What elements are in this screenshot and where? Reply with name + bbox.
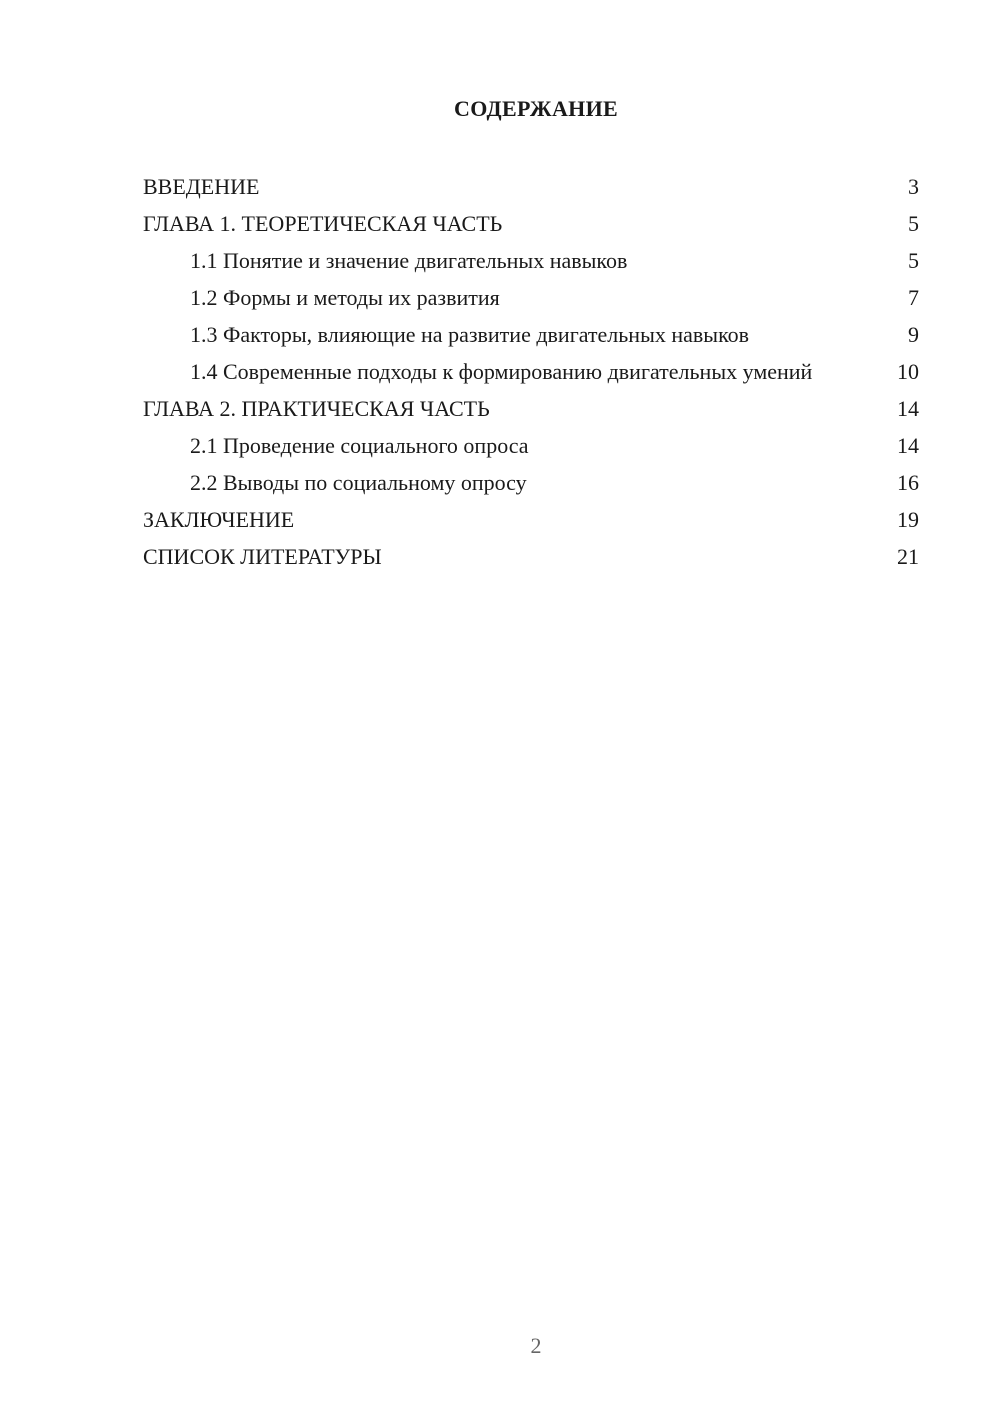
- toc-title: СОДЕРЖАНИЕ: [454, 96, 618, 121]
- toc-entry-page: 9: [908, 322, 919, 347]
- toc-entry-text: СПИСОК ЛИТЕРАТУРЫ: [143, 544, 382, 569]
- toc-entry-page: 5: [908, 248, 919, 273]
- toc-entry-text: ВВЕДЕНИЕ: [143, 174, 260, 199]
- toc-entry-page: 16: [897, 470, 919, 495]
- toc-entry-page: 10: [897, 359, 919, 384]
- toc-entry-text: ЗАКЛЮЧЕНИЕ: [143, 507, 295, 532]
- toc-entry-text: 1.2 Формы и методы их развития: [190, 285, 500, 310]
- toc-entry-text: 2.1 Проведение социального опроса: [190, 433, 529, 458]
- toc-entry-section-1-3[interactable]: [143, 316, 919, 353]
- toc-entry-conclusion[interactable]: [143, 501, 919, 538]
- toc-entry-text: 1.4 Современные подходы к формированию двигательных умений: [190, 359, 813, 384]
- toc-entry-text: 2.2 Выводы по социальному опросу: [190, 470, 527, 495]
- toc-entry-text: ГЛАВА 2. ПРАКТИЧЕСКАЯ ЧАСТЬ: [143, 396, 490, 421]
- toc-entry-page: 7: [908, 285, 919, 310]
- toc-entry-page: 3: [908, 174, 919, 199]
- toc-entry-chapter-2[interactable]: [143, 390, 919, 427]
- toc-entry-page: 14: [897, 433, 919, 458]
- toc-entry-section-2-2[interactable]: [143, 464, 919, 501]
- toc-entry-bibliography[interactable]: [143, 538, 919, 575]
- toc-entry-text: ГЛАВА 1. ТЕОРЕТИЧЕСКАЯ ЧАСТЬ: [143, 211, 503, 236]
- toc-entry-page: 19: [897, 507, 919, 532]
- toc-entry-text: 1.1 Понятие и значение двигательных навыков: [190, 248, 628, 273]
- toc-entry-page: 5: [908, 211, 919, 236]
- toc-entry-section-1-4[interactable]: [143, 353, 919, 390]
- toc-entry-section-2-1[interactable]: [143, 427, 919, 464]
- toc-entry-chapter-1[interactable]: [143, 205, 919, 242]
- toc-entry-introduction[interactable]: [143, 168, 919, 205]
- toc-entry-section-1-1[interactable]: [143, 242, 919, 279]
- page-number: 2: [530, 1333, 542, 1358]
- toc-entry-page: 21: [897, 544, 919, 569]
- toc-entry-section-1-2[interactable]: [143, 279, 919, 316]
- table-of-contents: [143, 168, 919, 575]
- toc-entry-page: 14: [897, 396, 919, 421]
- toc-entry-text: 1.3 Факторы, влияющие на развитие двигательных навыков: [190, 322, 750, 347]
